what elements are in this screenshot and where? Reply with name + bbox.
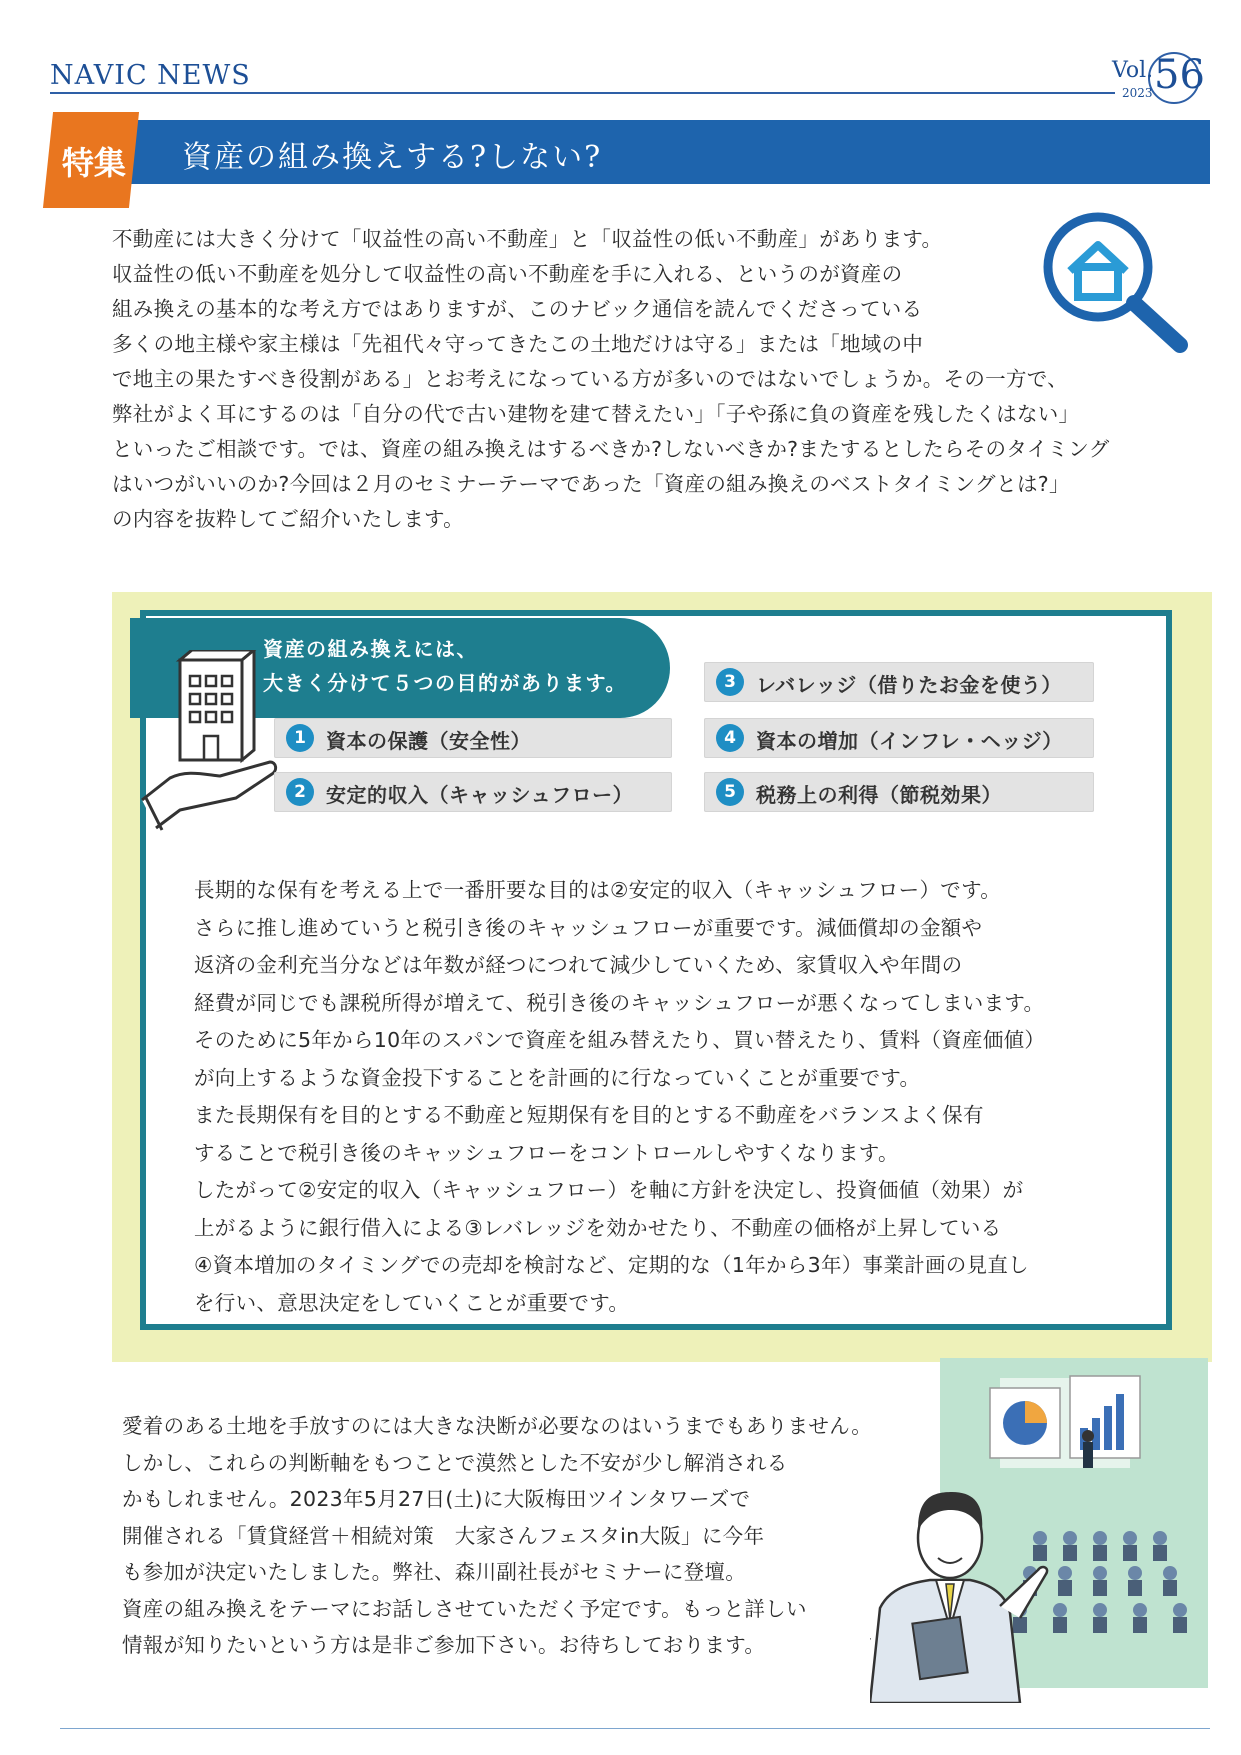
closing-line: 資産の組み換えをテーマにお話しさせていただく予定です。もっと詳しい xyxy=(122,1596,807,1621)
intro-line: はいつがいいのか?今回は２月のセミナーテーマであった「資産の組み換えのベストタイミングとは?」 xyxy=(112,472,1070,496)
volume-year: 2023 xyxy=(1122,86,1153,100)
purpose-item-tax-benefit xyxy=(704,772,1094,812)
building-in-hand-icon xyxy=(140,650,280,835)
intro-line: 収益性の低い不動産を処分して収益性の高い不動産を手に入れる、というのが資産の xyxy=(112,262,903,286)
intro-line: 弊社がよく耳にするのは「自分の代で古い建物を建て替えたい」「子や孫に負の資産を残したくはない」 xyxy=(112,402,1080,426)
panel-body-line: さらに推し進めていうと税引き後のキャッシュフローが重要です。減価償却の金額や xyxy=(194,915,983,940)
purpose-label: 資本の増加（インフレ・ヘッジ） xyxy=(756,729,1063,753)
purpose-number: 4 xyxy=(716,724,744,752)
volume-badge xyxy=(1112,48,1205,118)
masthead-logo: NAVIC NEWS xyxy=(50,60,251,91)
purpose-number: 5 xyxy=(716,778,744,806)
panel-banner-text xyxy=(263,632,683,700)
seminar-illustration xyxy=(870,1358,1208,1703)
house-magnifier-icon xyxy=(1030,205,1200,355)
panel-body-text xyxy=(194,872,1154,1322)
panel-body-line: を行い、意思決定をしていくことが重要です。 xyxy=(194,1290,630,1315)
panel-body-line: することで税引き後のキャッシュフローをコントロールしやすくなります。 xyxy=(194,1140,899,1165)
closing-paragraph xyxy=(122,1408,922,1664)
purpose-label: 資本の保護（安全性） xyxy=(326,729,531,753)
panel-body-line: 長期的な保有を考える上で一番肝要な目的は②安定的収入（キャッシュフロー）です。 xyxy=(194,878,1002,902)
intro-line: 多くの地主様や家主様は「先祖代々守ってきたこの土地だけは守る」または「地域の中 xyxy=(112,332,924,356)
panel-banner-line: 資産の組み換えには、 xyxy=(263,637,478,661)
purpose-item-capital-protection xyxy=(274,718,672,758)
purpose-label: 安定的収入（キャッシュフロー） xyxy=(326,783,634,807)
purpose-label: 税務上の利得（節税効果） xyxy=(756,783,1002,807)
panel-body-line: そのために5年から10年のスパンで資産を組み替えたり、買い替えたり、賃料（資産価値） xyxy=(194,1028,1046,1052)
title-bar xyxy=(120,120,1210,184)
intro-line: といったご相談です。では、資産の組み換えはするべきか?しないべきか?またするとしたらそのタイミング xyxy=(112,437,1110,461)
panel-body-line: また長期保有を目的とする不動産と短期保有を目的とする不動産をバランスよく保有 xyxy=(194,1103,984,1127)
closing-line: かもしれません。2023年5月27日(土)に大阪梅田ツインタワーズで xyxy=(122,1487,751,1511)
page-title: 資産の組み換えする?しない? xyxy=(182,140,603,175)
closing-line: 愛着のある土地を手放すのには大きな決断が必要なのはいうまでもありません。 xyxy=(122,1414,873,1438)
intro-line: 組み換えの基本的な考え方ではありますが、このナビック通信を読んでくださっている xyxy=(112,297,923,321)
intro-line: 不動産には大きく分けて「収益性の高い不動産」と「収益性の低い不動産」があります。 xyxy=(112,227,943,251)
feature-tag-label: 特集 xyxy=(61,144,126,182)
panel-body-line: 返済の金利充当分などは年数が経つにつれて減少していくため、家賃収入や年間の xyxy=(194,953,963,977)
purpose-number: 1 xyxy=(286,724,314,752)
feature-tag xyxy=(43,112,139,208)
panel-body-line: が向上するような資金投下することを計画的に行なっていくことが重要です。 xyxy=(194,1065,921,1090)
panel-banner-line: 大きく分けて５つの目的があります。 xyxy=(263,671,627,695)
footer-rule xyxy=(60,1728,1210,1729)
panel-body-line: したがって②安定的収入（キャッシュフロー）を軸に方針を決定し、投資価値（効果）が xyxy=(194,1178,1024,1202)
purpose-item-leverage xyxy=(704,662,1094,702)
panel-body-line: 経費が同じでも課税所得が増えて、税引き後のキャッシュフローが悪くなってしまいます。 xyxy=(194,990,1045,1015)
intro-line: で地主の果たすべき役割がある」とお考えになっている方が多いのではないでしょうか。その一方で、 xyxy=(112,367,1068,391)
header-rule xyxy=(50,92,1115,94)
volume-label: Vol. xyxy=(1112,58,1154,83)
closing-line: も参加が決定いたしました。弊社、森川副社長がセミナーに登壇。 xyxy=(122,1560,746,1584)
closing-line: 情報が知りたいという方は是非ご参加下さい。お待ちしております。 xyxy=(122,1633,766,1657)
closing-line: 開催される「賃貸経営＋相続対策 大家さんフェスタin大阪」に今年 xyxy=(122,1523,765,1548)
purpose-number: 3 xyxy=(716,668,744,696)
panel-body-line: 上がるように銀行借入による③レバレッジを効かせたり、不動産の価格が上昇している xyxy=(194,1215,1002,1240)
closing-line: しかし、これらの判断軸をもつことで漠然とした不安が少し解消される xyxy=(122,1450,788,1475)
purpose-item-stable-income xyxy=(274,772,672,812)
intro-line: の内容を抜粋してご紹介いたします。 xyxy=(112,507,464,531)
purpose-item-capital-growth xyxy=(704,718,1094,758)
panel-body-line: ④資本増加のタイミングでの売却を検討など、定期的な（1年から3年）事業計画の見直し xyxy=(194,1253,1029,1277)
purpose-label: レバレッジ（借りたお金を使う） xyxy=(756,673,1062,697)
purpose-number: 2 xyxy=(286,778,314,806)
volume-number: 56 xyxy=(1154,52,1205,98)
